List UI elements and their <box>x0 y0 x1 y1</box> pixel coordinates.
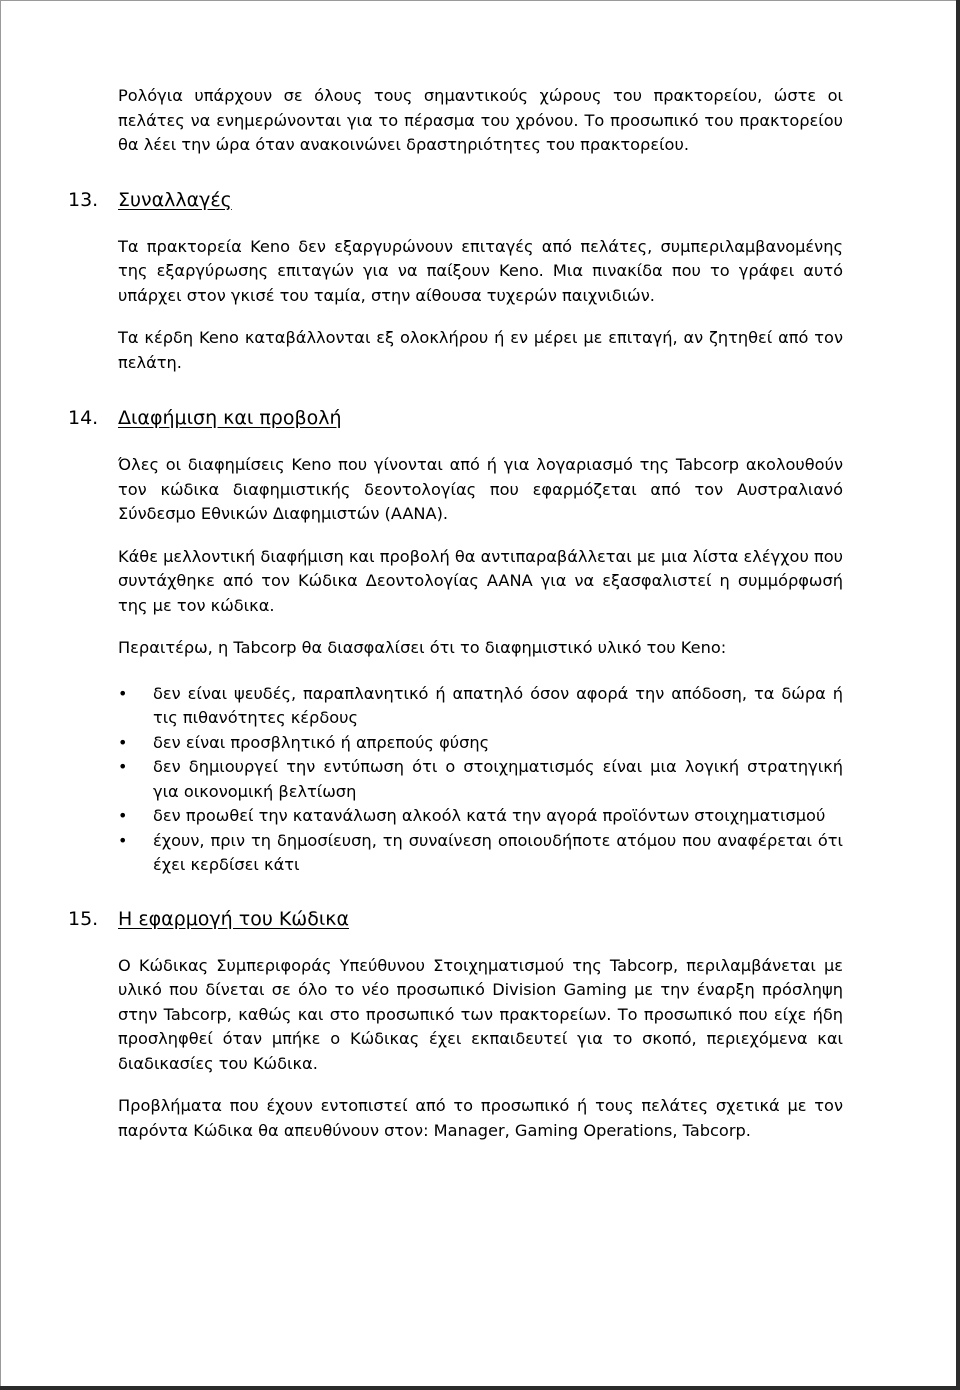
section-title: Η εφαρμογή του Κώδικα <box>118 907 349 930</box>
list-item <box>118 731 843 756</box>
bullet-icon: • <box>118 830 128 850</box>
bullet-icon: • <box>118 806 128 825</box>
section-14-paragraph-1: Όλες οι διαφημίσεις Keno που γίνονται από ή για λογαριασμό της Tabcorp ακολουθούν τον κώδικα διαφημιστικής δεοντολογίας που εφαρμόζεται από τον Αυστραλιανό Σύνδεσμο Εθνικών Διαφημιστών (AANA). <box>118 455 843 523</box>
section-14-paragraph-3: Περαιτέρω, η Tabcorp θα διασφαλίσει ότι το διαφημιστικό υλικό του Keno: <box>118 638 727 657</box>
section-number: 15. <box>68 907 99 930</box>
section-title: Διαφήμιση και προβολή <box>118 407 342 429</box>
list-item-text: δεν είναι προσβλητικό ή απρεπούς φύσης <box>153 732 490 752</box>
list-item-text: δεν δημιουργεί την εντύπωση ότι ο στοιχηματισμός είναι μια λογική στρατηγική για οικονομική βελτίωση <box>153 757 843 801</box>
list-item-text: δεν προωθεί την κατανάλωση αλκοόλ κατά την αγορά προϊόντων στοιχηματισμού <box>153 806 826 825</box>
bullet-icon: • <box>118 683 128 703</box>
section-title: Συναλλαγές <box>118 188 232 211</box>
list-item-text: δεν είναι ψευδές, παραπλανητικό ή απατηλό όσον αφορά την απόδοση, τα δώρα ή τις πιθανότητες κέρδους <box>153 683 843 727</box>
list-item <box>118 804 843 829</box>
section-15-paragraph-1: Ο Κώδικας Συμπεριφοράς Υπεύθυνου Στοιχηματισμού της Tabcorp, περιλαμβάνεται με υλικό που δίνεται σε όλο το νέο προσωπικό Division Gaming με την έναρξη πρόσληψη στην Tabcorp, καθώς και στο προσωπικό των πρακτορείων. Το προσωπικό που είχε ήδη προσληφθεί όταν μπήκε ο Κώδικας έχει εκπαιδευτεί για το σκοπό, περιεχόμενα και διαδικασίες του Κώδικα. <box>118 955 843 1073</box>
bullet-list <box>118 682 843 878</box>
section-number: 13. <box>68 188 99 211</box>
list-item <box>118 755 843 804</box>
list-item <box>118 682 843 731</box>
section-13-heading <box>68 187 843 213</box>
bullet-icon: • <box>118 732 128 752</box>
section-15-paragraph-2: Προβλήματα που έχουν εντοπιστεί από το προσωπικό ή τους πελάτες σχετικά με τον παρόντα Κώδικα θα απευθύνουν στον: Manager, Gaming Operations, Tabcorp. <box>118 1096 843 1140</box>
section-13-paragraph-1: Τα πρακτορεία Keno δεν εξαργυρώνουν επιταγές από πελάτες, συμπεριλαμβανομένης της εξαργύρωσης επιταγών για να παίξουν Keno. Μια πινακίδα που το γράφει αυτό υπάρχει στον γκισέ του ταμία, στην αίθουσα τυχερών παιχνιδιών. <box>118 236 843 305</box>
section-13-paragraph-2: Τα κέρδη Keno καταβάλλονται εξ ολοκλήρου ή εν μέρει με επιταγή, αν ζητηθεί από τον πελάτη. <box>118 328 843 372</box>
intro-paragraph: Ρολόγια υπάρχουν σε όλους τους σημαντικούς χώρους του πρακτορείου, ώστε οι πελάτες να ενημερώνονται για το πέρασμα του χρόνου. Το προσωπικό του πρακτορείου θα λέει την ώρα όταν ανακοινώνει δραστηριότητες του πρακτορείου. <box>118 86 843 154</box>
section-15-heading <box>68 906 843 932</box>
document-body <box>68 84 843 1143</box>
section-number: 14. <box>68 407 99 429</box>
list-item-text: έχουν, πριν τη δημοσίευση, τη συναίνεση οποιουδήποτε ατόμου που αναφέρεται ότι έχει κερδίσει κάτι <box>153 830 843 874</box>
section-14-paragraph-2: Κάθε μελλοντική διαφήμιση και προβολή θα αντιπαραβάλλεται με μια λίστα ελέγχου που συντάχθηκε από τον Κώδικα Δεοντολογίας AANA για να εξασφαλιστεί η συμμόρφωσή της με τον κώδικα. <box>118 546 843 615</box>
list-item <box>118 829 843 878</box>
section-14-heading <box>68 405 843 431</box>
bullet-icon: • <box>118 757 128 776</box>
